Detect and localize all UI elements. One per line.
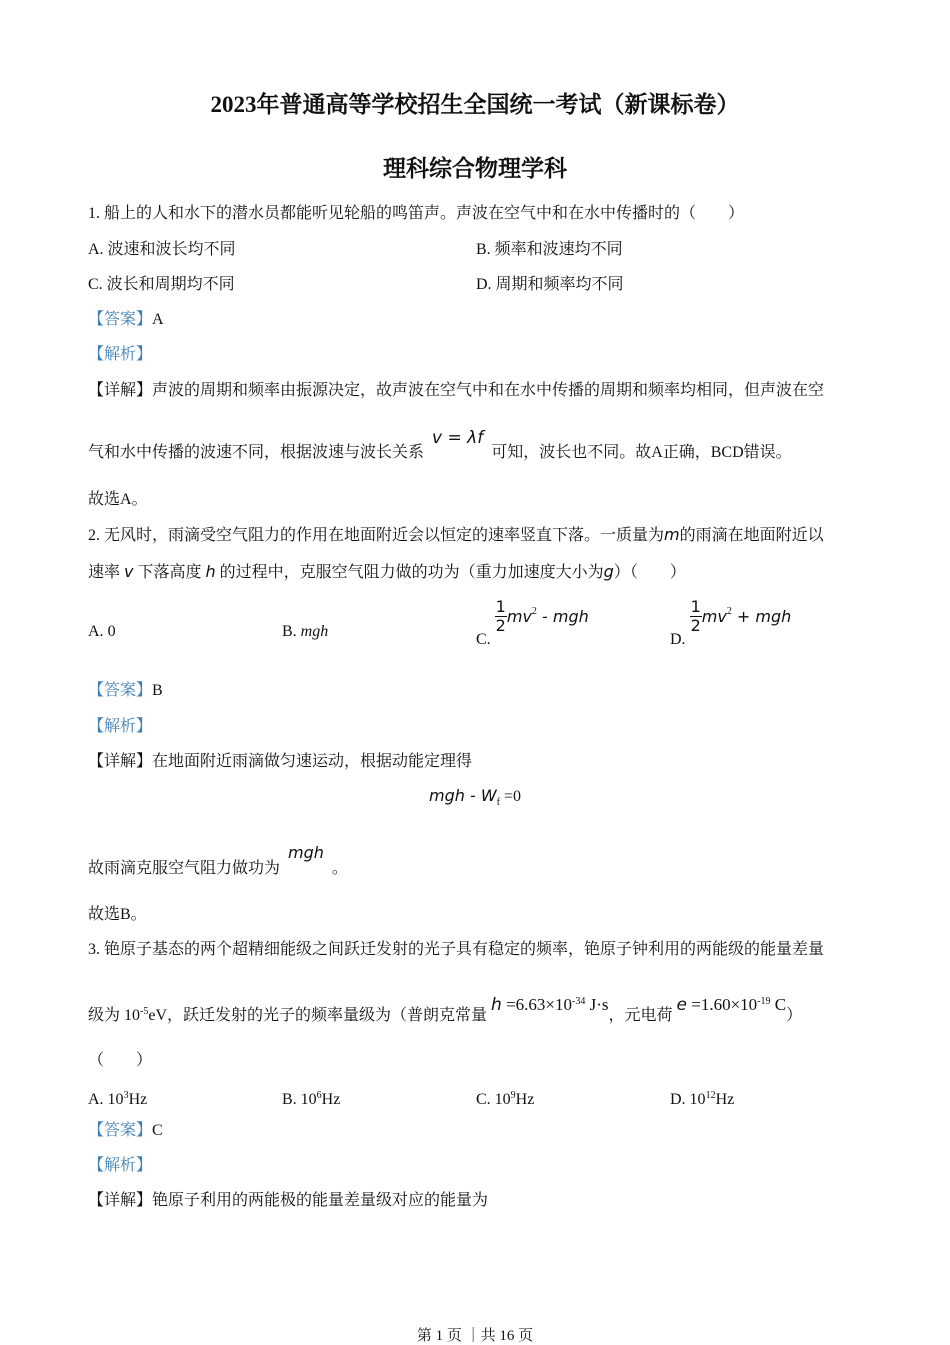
q2-detail-line1: 【详解】在地面附近雨滴做匀速运动，根据动能定理得 <box>88 753 473 770</box>
q3-answer-value: C <box>152 1122 163 1139</box>
q3-option-d: D. $10^{12}Hz$ <box>670 1090 735 1108</box>
page-footer: 第 1 页 ｜共 16 页 <box>416 1328 534 1344</box>
detail-label: 【详解】 <box>88 753 153 770</box>
detail-label: 【详解】 <box>88 1192 153 1209</box>
q2-result-formula: mgh <box>288 843 324 862</box>
q3-analysis-label: 【解析】 <box>88 1157 153 1174</box>
fraction-one-half: $\frac{1}{2}$ <box>690 597 701 635</box>
answer-label: 【答案】 <box>88 311 153 328</box>
answer-label: 【答案】 <box>88 1122 153 1139</box>
q2-option-c: C. $\frac{1}{2}$ $mv^2$ - mgh <box>476 597 589 649</box>
fraction-one-half: $\frac{1}{2}$ <box>495 597 506 635</box>
q1-option-b: B. 频率和波速均不同 <box>476 241 623 258</box>
q2-result: 故雨滴克服空气阻力做功为 mgh 。 <box>88 843 348 877</box>
q1-conclusion: 故选A。 <box>88 491 148 508</box>
q3-option-c: C. $10^9Hz$ <box>476 1090 535 1108</box>
q1-detail-line1: 【详解】声波的周期和频率由振源决定，故声波在空气中和在水中传播的周期和频率均相同，但声波在空 <box>88 382 825 399</box>
planck-constant: $h =6.63\times 10^{-34}$ J·s <box>491 995 609 1015</box>
q2-analysis-label: 【解析】 <box>88 718 153 735</box>
q3-option-a: A. $10^3Hz$ <box>88 1090 148 1108</box>
q2-answer-row <box>88 681 163 701</box>
q2-conclusion: 故选B。 <box>88 906 147 923</box>
q1-analysis-label: 【解析】 <box>88 346 153 363</box>
q1-option-a: A. 波速和波长均不同 <box>88 241 236 258</box>
q3-blank: （ ） <box>88 1052 153 1069</box>
q3-stem-line2: 级为 $10^{-5}eV$，跃迁发射的光子的频率量级为（普朗克常量 $h =6.63\times 10^{-34}$ J·s，元电荷 $e =1.60\times 10^{-19}$ C） <box>88 995 803 1024</box>
q3-detail-line1: 【详解】铯原子利用的两能极的能量差量级对应的能量为 <box>88 1192 489 1209</box>
q1-option-d: D. 周期和频率均不同 <box>476 276 624 293</box>
document-subtitle: 理科综合物理学科 <box>383 156 567 181</box>
q2-equation: mgh - $W_f =0$ <box>428 786 522 808</box>
q2-option-a: A. 0 <box>88 623 116 640</box>
q1-detail-line2: 气和水中传播的波速不同，根据波速与波长关系 v = λf 可知，波长也不同。故A正确，BCD错误。 <box>88 428 792 461</box>
elementary-charge: $e =1.60\times 10^{-19}$ C <box>676 995 787 1015</box>
q1-option-c: C. 波长和周期均不同 <box>88 276 235 293</box>
q2-option-d: D. $\frac{1}{2}$ $mv^2$ + mgh <box>670 597 792 649</box>
q3-stem-line1: 3. 铯原子基态的两个超精细能级之间跃迁发射的光子具有稳定的频率，铯原子钟利用的两能级的能量差量 <box>88 941 825 958</box>
q2-stem-line2: 速率 v 下落高度 h 的过程中，克服空气阻力做的功为（重力加速度大小为g）（ ） <box>88 562 686 581</box>
q1-answer-value: A <box>152 311 164 328</box>
q1-formula-wave: v = λf <box>432 428 484 448</box>
q2-option-b: B. mgh <box>282 623 329 640</box>
detail-label: 【详解】 <box>88 382 153 399</box>
q3-answer-row <box>88 1121 163 1141</box>
q3-option-b: B. $10^6Hz$ <box>282 1090 341 1108</box>
answer-label: 【答案】 <box>88 682 153 699</box>
q2-answer-value: B <box>152 682 163 699</box>
document-title: 2023年普通高等学校招生全国统一考试（新课标卷） <box>210 92 740 117</box>
q1-stem: 1. 船上的人和水下的潜水员都能听见轮船的鸣笛声。声波在空气中和在水中传播时的（ ） <box>88 205 745 222</box>
q2-stem-line1: 2. 无风时，雨滴受空气阻力的作用在地面附近会以恒定的速率竖直下落。一质量为m的雨滴在地面附近以 <box>88 525 824 544</box>
q1-answer-row <box>88 310 164 330</box>
